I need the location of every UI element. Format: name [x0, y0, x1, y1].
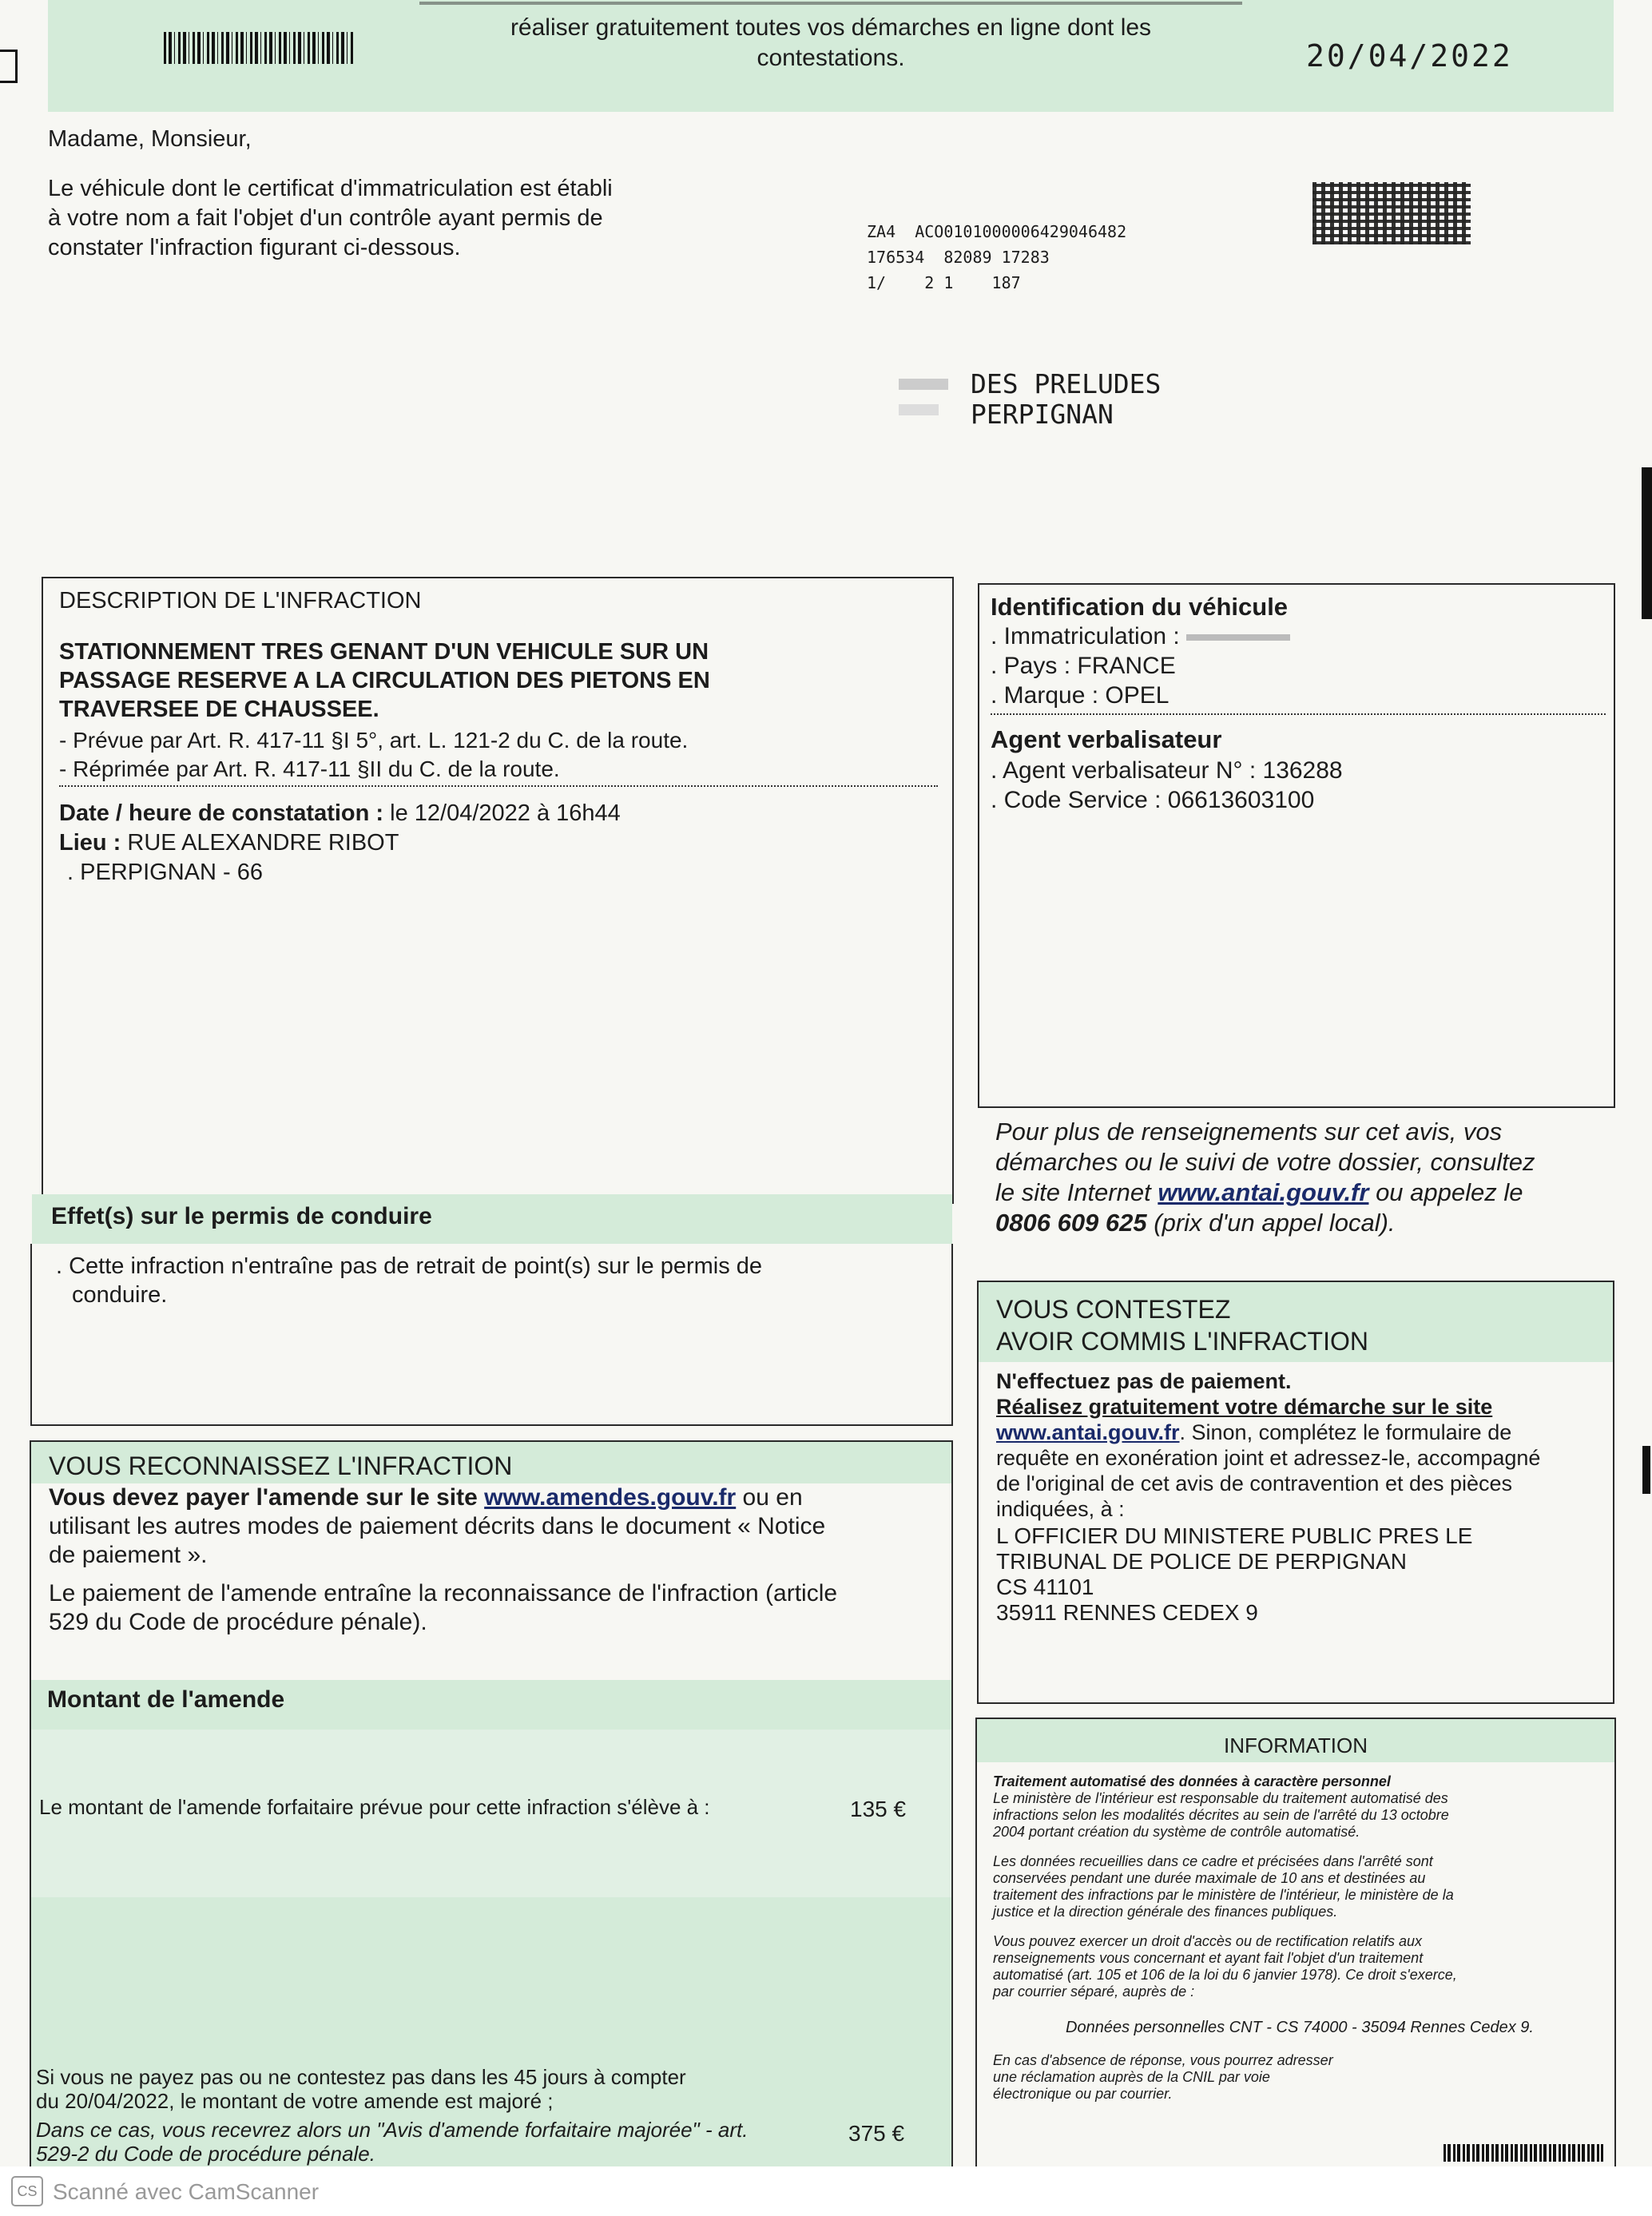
intro-text: Le véhicule dont le certificat d'immatriculation est établi à votre nom a fait l'objet d'un contrôle ayant permis de constater l'infraction figurant ci-dessous. — [48, 176, 613, 260]
contest-text: N'effectuez pas de paiement. Réalisez gratuitement votre démarche sur le site www.antai.gouv.fr. Sinon, complétez le formulaire de requête en exonération joint et adressez-le, accompagné de l'original de cet avis de contravention et des pièces indiquées, à : — [996, 1369, 1541, 1521]
agent-title: Agent verbalisateur — [991, 725, 1222, 753]
majore-amount: 375 € — [848, 2121, 905, 2146]
header-link-fragment — [419, 0, 1242, 6]
immat-redacted — [1186, 634, 1290, 641]
right-edge-mark-2 — [1642, 1446, 1650, 1494]
description-title: DESCRIPTION DE L'INFRACTION — [59, 588, 422, 614]
camscanner-logo-icon: CS — [11, 2176, 43, 2206]
constatation-details: Date / heure de constatation : le 12/04/2022 à 16h44 Lieu : RUE ALEXANDRE RIBOT . PERPIGNAN - 66 — [59, 800, 621, 885]
vehicle-box — [978, 583, 1615, 1108]
effets-box — [30, 1244, 953, 1426]
information-box — [975, 1718, 1616, 2169]
recognize-text: Vous devez payer l'amende sur le site www.amendes.gouv.fr ou en utilisant les autres modes de paiement décrits dans le document « Notice de paiement ». Le paiement de l'amende entraîne la reconnaissance de l'infraction (article 529 du Code de procédure pénale). — [49, 1484, 838, 1635]
vehicle-details: . Immatriculation : . Pays : FRANCE . Marque : OPEL — [991, 622, 1606, 715]
reference-codes: ZA4 ACO0101000006429046482 176534 82089 17283 1/ 2 1 187 — [867, 222, 1127, 292]
forfait-text: Le montant de l'amende forfaitaire prévue pour cette infraction s'élève à : — [39, 1795, 710, 1819]
information-title: INFORMATION — [1223, 1733, 1368, 1757]
amendes-link[interactable]: www.amendes.gouv.fr — [484, 1484, 737, 1511]
address-redacted — [899, 375, 955, 423]
recognize-title: VOUS RECONNAISSEZ L'INFRACTION — [49, 1452, 513, 1480]
scanner-footer — [0, 2166, 1652, 2216]
contest-box — [977, 1281, 1614, 1704]
right-edge-mark — [1642, 467, 1652, 619]
greeting: Madame, Monsieur, — [48, 126, 252, 152]
effets-text: . Cette infraction n'entraîne pas de retrait de point(s) sur le permis de conduire. — [56, 1253, 763, 1308]
recognize-box — [30, 1440, 953, 2167]
infraction-articles: - Prévue par Art. R. 417-11 §I 5°, art. L. 121-2 du C. de la route. - Réprimée par Art. R. 417-11 §II du C. de la route. — [59, 726, 938, 787]
agent-details: . Agent verbalisateur N° : 136288 . Code Service : 06613603100 — [991, 757, 1343, 813]
vehicle-title: Identification du véhicule — [991, 593, 1289, 621]
header-date: 20/04/2022 — [1306, 38, 1513, 73]
barcode — [164, 32, 354, 64]
contest-title: VOUS CONTESTEZ AVOIR COMMIS L'INFRACTION — [996, 1295, 1368, 1356]
qr-code — [1312, 182, 1471, 244]
description-box — [42, 577, 954, 1204]
majore-text: Si vous ne payez pas ou ne contestez pas dans les 45 jours à compter du 20/04/2022, le montant de votre amende est majoré ; Dans ce cas, vous recevrez alors un "Avis d'amende forfaitaire majorée" - art. 529-2 du Code de procédure pénale. — [36, 2065, 749, 2166]
contest-address: L OFFICIER DU MINISTERE PUBLIC PRES LE TRIBUNAL DE POLICE DE PERPIGNAN CS 41101 35911 RENNES CEDEX 9 — [996, 1523, 1473, 1625]
effets-title: Effet(s) sur le permis de conduire — [51, 1203, 432, 1229]
info-note: Pour plus de renseignements sur cet avis, vos démarches ou le suivi de votre dossier, consultez le site Internet www.antai.gouv.fr ou appelez le 0806 609 625 (prix d'un appel local). — [995, 1118, 1535, 1237]
header-text: réaliser gratuitement toutes vos démarches en ligne dont les contestations. — [510, 14, 1152, 71]
phone-number: 0806 609 625 — [995, 1209, 1147, 1237]
left-edge-mark — [0, 50, 18, 83]
antai-link[interactable]: www.antai.gouv.fr — [1158, 1178, 1369, 1206]
recipient-address: DES PRELUDES PERPIGNAN — [971, 368, 1162, 430]
information-barcode — [1444, 2144, 1603, 2162]
amount-title: Montant de l'amende — [47, 1686, 285, 1713]
forfait-amount: 135 € — [850, 1797, 907, 1821]
contest-antai-link[interactable]: www.antai.gouv.fr — [996, 1420, 1180, 1444]
information-text: Traitement automatisé des données à caractère personnel Le ministère de l'intérieur est responsable du traitement automatisé des infractions selon les modalités décrites au sein de l'arrêté du 13 octobre 2004 portant création du système de contrôle automatisé. Les données recueillies dans ce cadre et précisées dans l'arrêté sont conservées pendant une durée maximale de 10 ans et destinées au traitement des infractions par le ministère de l'intérieur, le ministère de la justice et la direction générale des finances publiques. Vous pouvez exercer un droit d'accès ou de rectification relatifs aux renseignements vous concernant et ayant fait l'objet d'un traitement automatisé (art. 105 et 106 de la loi du 6 janvier 1978). Ce droit s'exerce, par courrier séparé, auprès de : Données personnelles CNT - CS 74000 - 35094 Rennes Cedex 9. En cas d'absence de réponse, vous pourrez adresser une réclamation auprès de la CNIL par voie électronique ou par courrier. — [993, 1773, 1534, 2102]
scanner-label: Scanné avec CamScanner — [53, 2179, 320, 2204]
infraction-label: STATIONNEMENT TRES GENANT D'UN VEHICULE SUR UN PASSAGE RESERVE A LA CIRCULATION DES PIETONS EN TRAVERSEE DE CHAUSSEE. — [59, 639, 710, 722]
